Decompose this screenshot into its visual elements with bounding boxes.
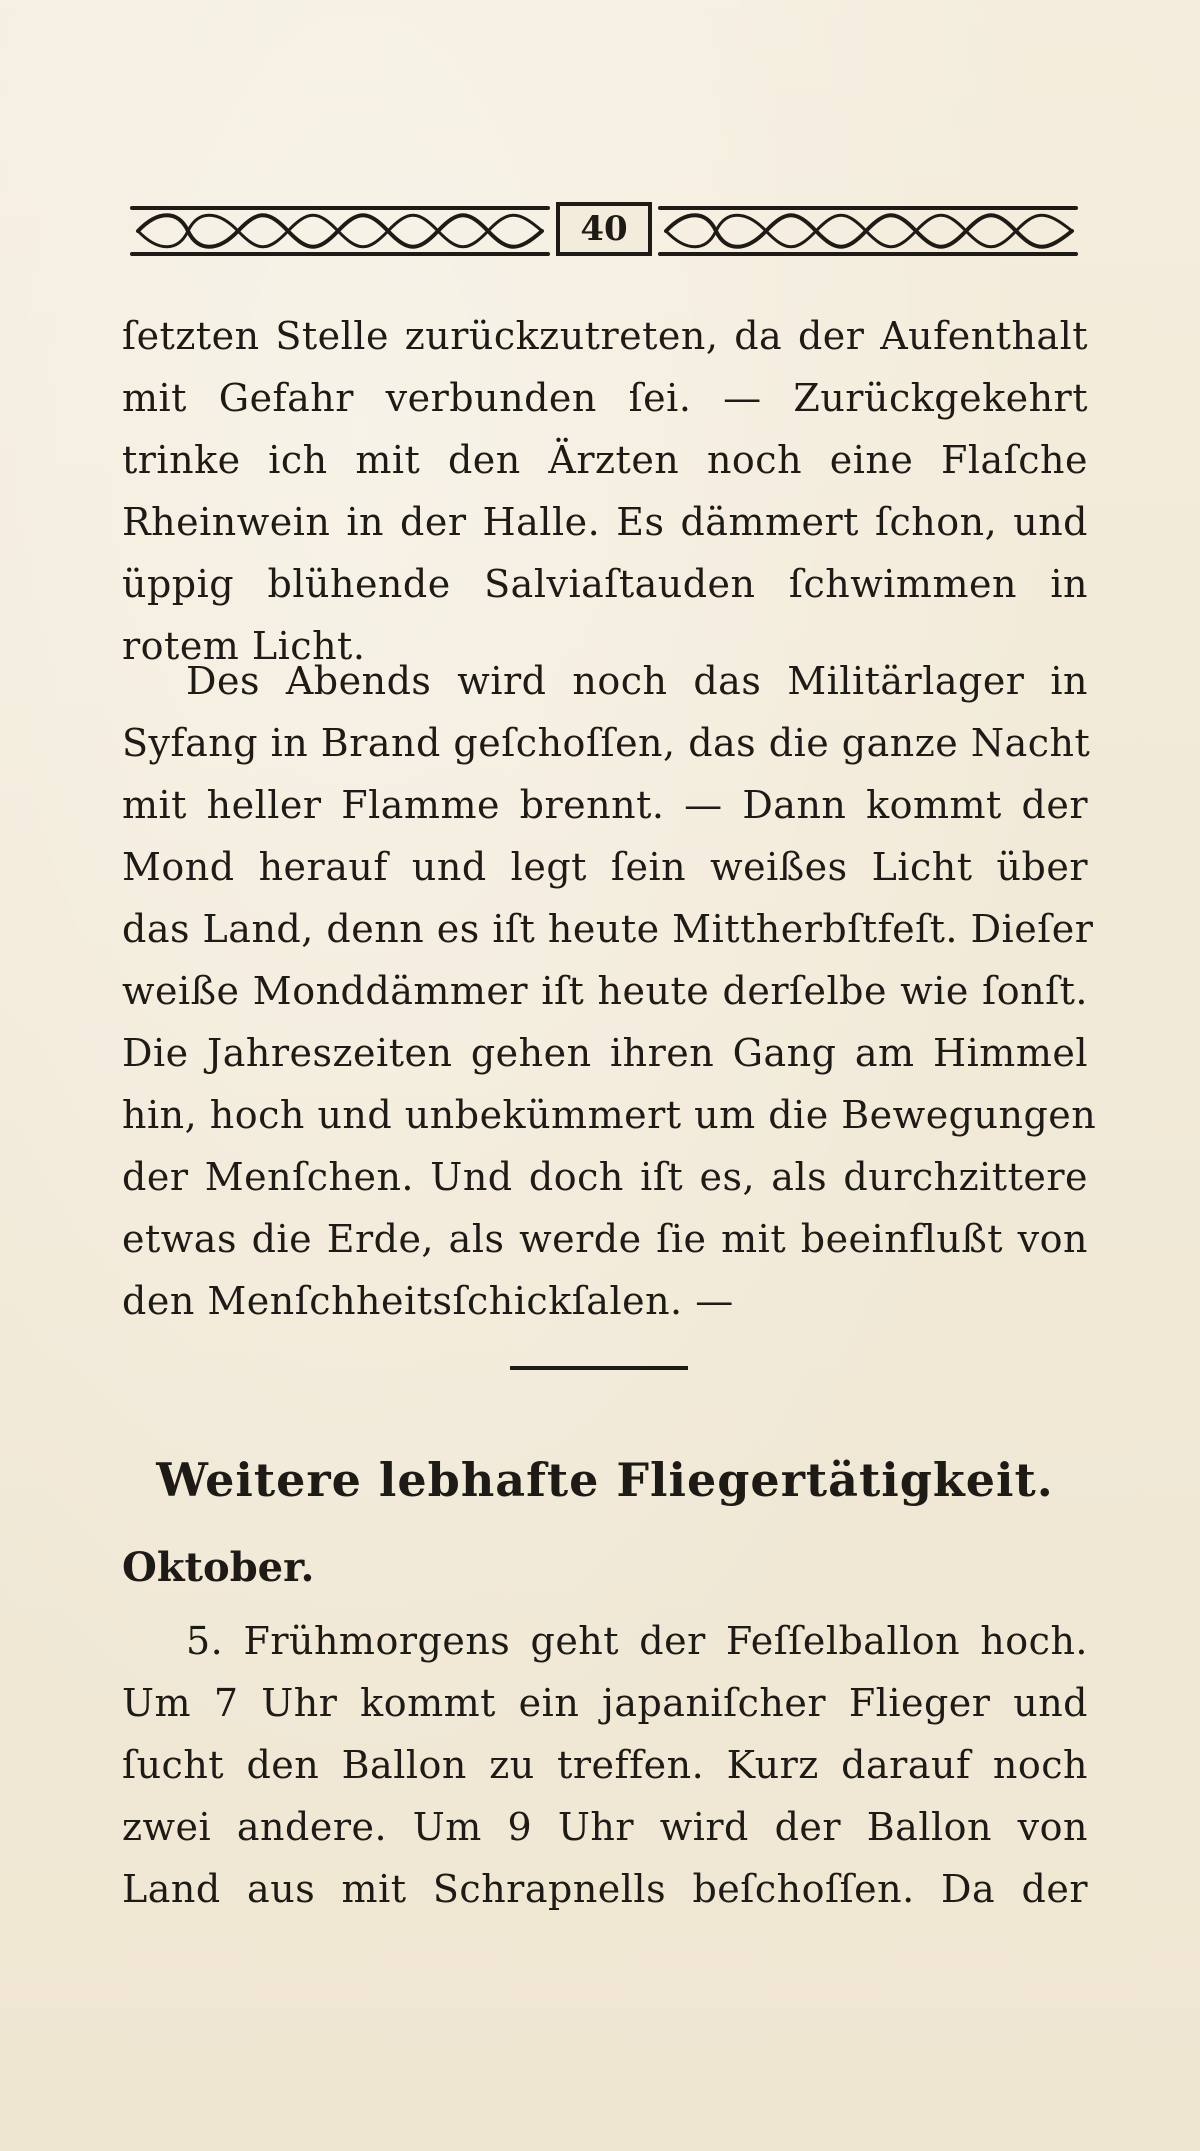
- paragraph-3: [122, 1610, 1088, 1920]
- text-line: mit heller Flamme brennt. — Dann kommt der: [122, 783, 1088, 827]
- page-header-ornament: [128, 200, 1080, 262]
- text-line: weiße Monddämmer iſt heute derſelbe wie ſonſt.: [122, 969, 1088, 1013]
- text-line: der Menſchen. Und doch iſt es, als durchzittere: [122, 1155, 1088, 1199]
- text-line: zwei andere. Um 9 Uhr wird der Ballon von: [122, 1805, 1088, 1849]
- text-line: Syfang in Brand geſchoſſen, das die ganze Nacht: [122, 721, 1091, 765]
- text-line: trinke ich mit den Ärzten noch eine Flaſche: [122, 438, 1088, 482]
- text-line: Mond herauf und legt ſein weißes Licht über: [122, 845, 1088, 889]
- text-line: Des Abends wird noch das Militärlager in: [186, 659, 1088, 703]
- text-line: 5. Frühmorgens geht der Feſſelballon hoch.: [186, 1619, 1088, 1663]
- text-line: ſetzten Stelle zurückzutreten, da der Aufenthalt: [122, 314, 1088, 358]
- text-line: üppig blühende Salviaſtauden ſchwimmen in: [122, 562, 1088, 606]
- text-line: etwas die Erde, als werde ſie mit beeinflußt von: [122, 1217, 1088, 1261]
- text-line: Rheinwein in der Halle. Es dämmert ſchon, und: [122, 500, 1088, 544]
- text-line: den Menſchheitsſchickſalen. —: [122, 1279, 734, 1323]
- section-heading: Weitere lebhafte Fliegertätigkeit.: [156, 1453, 1054, 1507]
- text-line: Um 7 Uhr kommt ein japaniſcher Flieger und: [122, 1681, 1088, 1725]
- paragraph-2: [122, 650, 1097, 1332]
- text-line: hin, hoch und unbekümmert um die Bewegungen: [122, 1093, 1097, 1137]
- month-heading: Oktober.: [122, 1544, 315, 1591]
- section-divider: [510, 1366, 688, 1370]
- text-line: das Land, denn es iſt heute Mittherbſtfeſt. Dieſer: [122, 907, 1094, 951]
- page-number: 40: [556, 202, 652, 256]
- paragraph-1: [122, 305, 1088, 677]
- text-line: rotem Licht.: [122, 624, 366, 668]
- text-line: mit Gefahr verbunden ſei. — Zurückgekehrt: [122, 376, 1088, 420]
- text-line: ſucht den Ballon zu treffen. Kurz darauf noch: [122, 1743, 1088, 1787]
- text-line: Land aus mit Schrapnells beſchoſſen. Da der: [122, 1867, 1088, 1911]
- text-line: Die Jahreszeiten gehen ihren Gang am Himmel: [122, 1031, 1088, 1075]
